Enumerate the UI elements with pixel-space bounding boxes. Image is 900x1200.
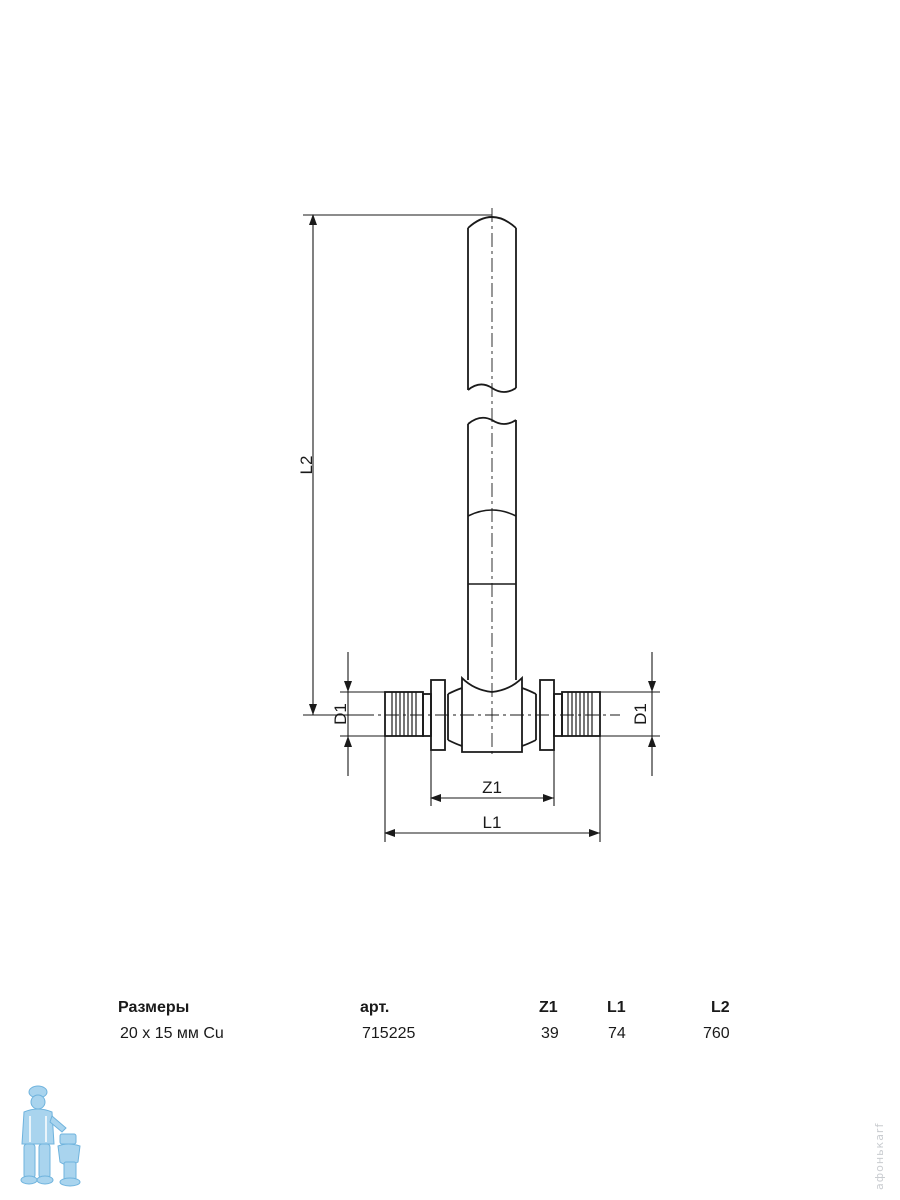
header-l1: L1	[607, 999, 626, 1016]
plumber-mascot-icon	[8, 1082, 86, 1192]
l2-label: L2	[297, 455, 316, 475]
d1-right-label: D1	[631, 703, 650, 725]
l1-label: L1	[482, 813, 502, 832]
right-fitting-ribs	[568, 692, 592, 736]
header-dimensions: Размеры	[118, 999, 190, 1016]
cell-dimensions: 20 x 15 мм Cu	[120, 1025, 224, 1042]
z1-label: Z1	[482, 778, 502, 797]
header-l2: L2	[711, 999, 730, 1016]
watermark-text: афонькаrf	[873, 1122, 886, 1190]
cell-article: 715225	[362, 1025, 416, 1042]
l2-dimension	[303, 215, 492, 715]
centre-lines	[360, 208, 620, 758]
cell-l1: 74	[608, 1025, 626, 1042]
left-fitting-ribs	[392, 692, 416, 736]
header-z1: Z1	[539, 999, 558, 1016]
header-article: арт.	[360, 999, 390, 1016]
cell-z1: 39	[541, 1025, 559, 1042]
d1-left-label: D1	[331, 703, 350, 725]
d1-right-dimension	[600, 652, 660, 776]
cell-l2: 760	[703, 1025, 730, 1042]
